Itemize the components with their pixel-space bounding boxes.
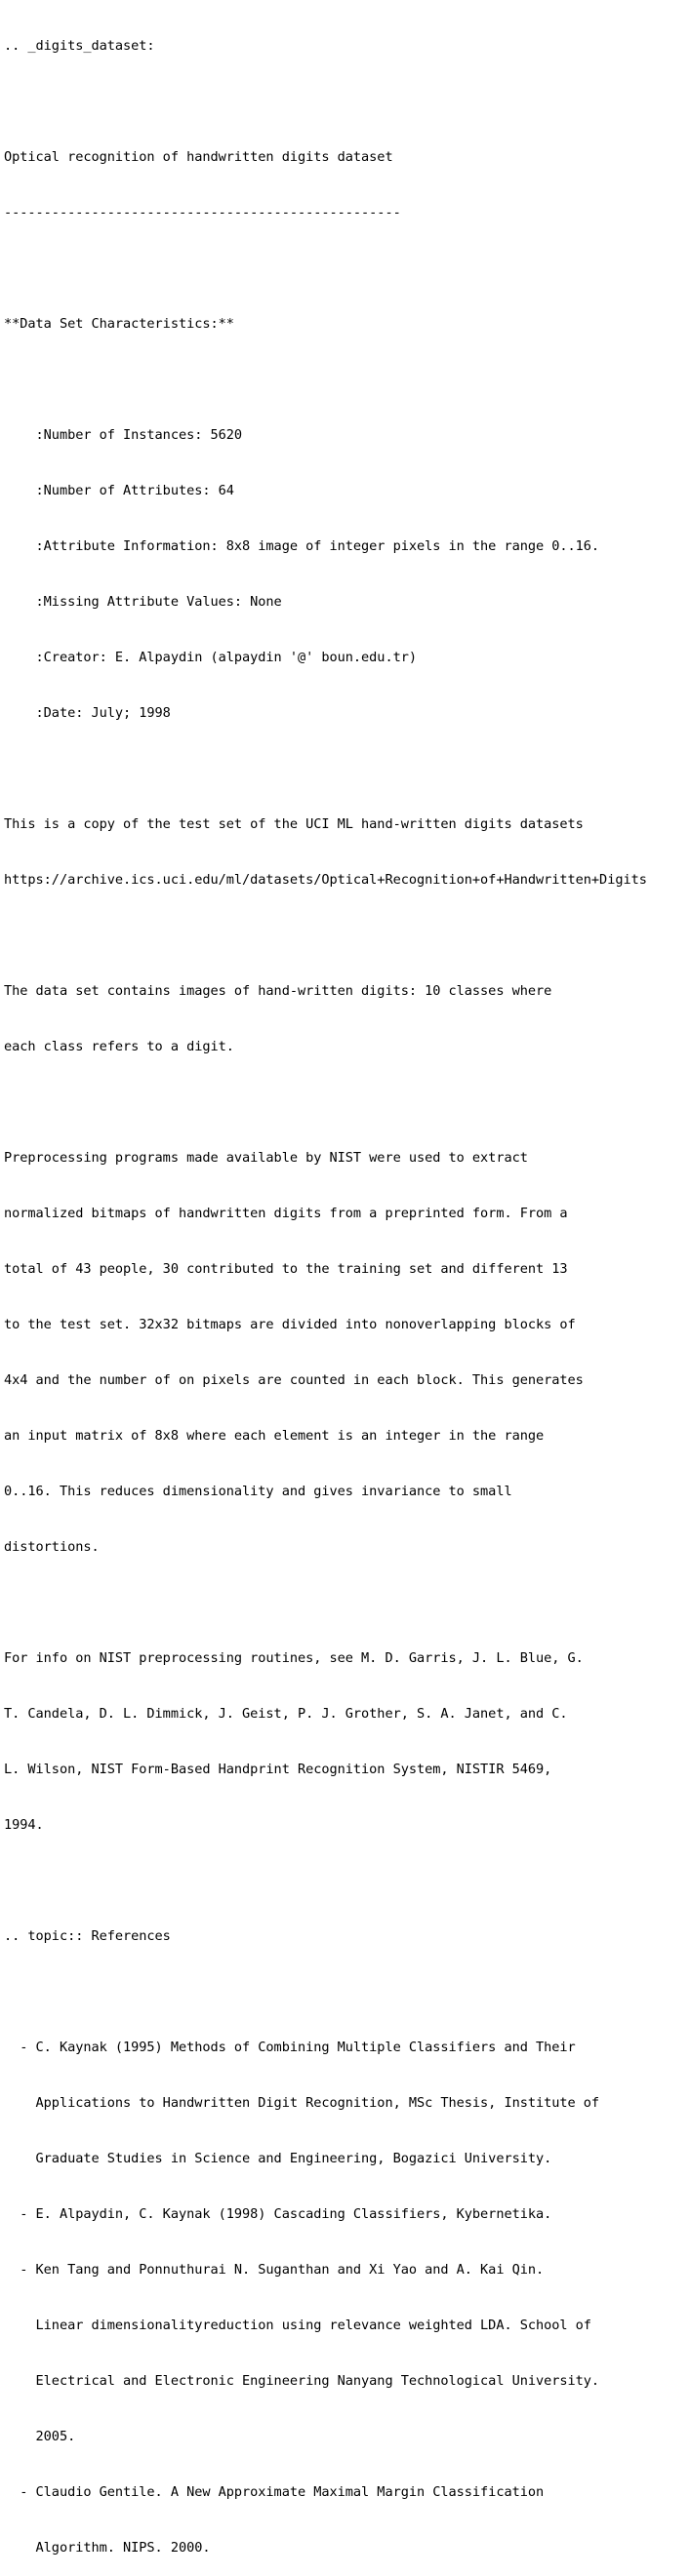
blank-line [4,93,690,111]
reference-item-continuation: Electrical and Electronic Engineering Nanyang Technological University. [4,2373,600,2389]
label-directive-line: .. _digits_dataset: [4,38,155,54]
title-underline: -------------------------------------------------- [4,205,401,220]
field-number-of-attributes: :Number of Attributes: 64 [4,483,234,498]
reference-item-continuation: Graduate Studies in Science and Engineering, Bogazici University. [4,2151,552,2166]
paragraph-line: each class refers to a digit. [4,1039,234,1054]
paragraph-line: This is a copy of the test set of the UCI ML hand-written digits datasets [4,816,584,832]
paragraph-line: Preprocessing programs made available by NIST were used to extract [4,1150,528,1166]
field-attribute-information: :Attribute Information: 8x8 image of integer pixels in the range 0..16. [4,538,600,554]
blank-line [4,1872,690,1890]
dataset-url: https://archive.ics.uci.edu/ml/datasets/Optical+Recognition+of+Handwritten+Digits [4,872,647,888]
blank-line [4,927,690,945]
document-title: Optical recognition of handwritten digits dataset [4,149,393,165]
blank-line [4,1594,690,1612]
field-number-of-instances: :Number of Instances: 5620 [4,427,243,443]
paragraph-line: total of 43 people, 30 contributed to the training set and different 13 [4,1261,568,1277]
reference-item: - E. Alpaydin, C. Kaynak (1998) Cascading Classifiers, Kybernetika. [4,2206,552,2222]
paragraph-line: For info on NIST preprocessing routines, see M. D. Garris, J. L. Blue, G. [4,1650,584,1666]
blank-line [4,371,690,389]
reference-item: - Claudio Gentile. A New Approximate Maximal Margin Classification [4,2484,545,2500]
paragraph-line: The data set contains images of hand-written digits: 10 classes where [4,983,552,999]
references-topic-heading: .. topic:: References [4,1928,171,1944]
blank-line [4,1093,690,1112]
paragraph-line: to the test set. 32x32 bitmaps are divided into nonoverlapping blocks of [4,1317,576,1332]
paragraph-line: normalized bitmaps of handwritten digits from a preprinted form. From a [4,1206,568,1221]
paragraph-line: an input matrix of 8x8 where each element is an integer in the range [4,1428,545,1444]
field-missing-attribute-values: :Missing Attribute Values: None [4,594,282,610]
reference-item-continuation: Algorithm. NIPS. 2000. [4,2540,211,2556]
reference-item-continuation: 2005. [4,2429,76,2444]
blank-line [4,1983,690,2001]
field-date: :Date: July; 1998 [4,705,171,721]
paragraph-line: L. Wilson, NIST Form-Based Handprint Recognition System, NISTIR 5469, [4,1762,552,1777]
paragraph-line: 1994. [4,1817,44,1833]
paragraph-line: distortions. [4,1539,100,1555]
paragraph-line: 0..16. This reduces dimensionality and gives invariance to small [4,1484,512,1499]
reference-item-continuation: Linear dimensionalityreduction using relevance weighted LDA. School of [4,2318,591,2333]
reference-item-continuation: Applications to Handwritten Digit Recognition, MSc Thesis, Institute of [4,2095,600,2111]
characteristics-heading: **Data Set Characteristics:** [4,316,234,332]
field-creator: :Creator: E. Alpaydin (alpaydin '@' boun.edu.tr) [4,650,417,665]
reference-item: - C. Kaynak (1995) Methods of Combining Multiple Classifiers and Their [4,2040,576,2055]
paragraph-line: T. Candela, D. L. Dimmick, J. Geist, P. J. Grother, S. A. Janet, and C. [4,1706,568,1722]
blank-line [4,760,690,778]
paragraph-line: 4x4 and the number of on pixels are counted in each block. This generates [4,1372,584,1388]
reference-item: - Ken Tang and Ponnuthurai N. Suganthan and Xi Yao and A. Kai Qin. [4,2262,545,2278]
blank-line [4,259,690,278]
